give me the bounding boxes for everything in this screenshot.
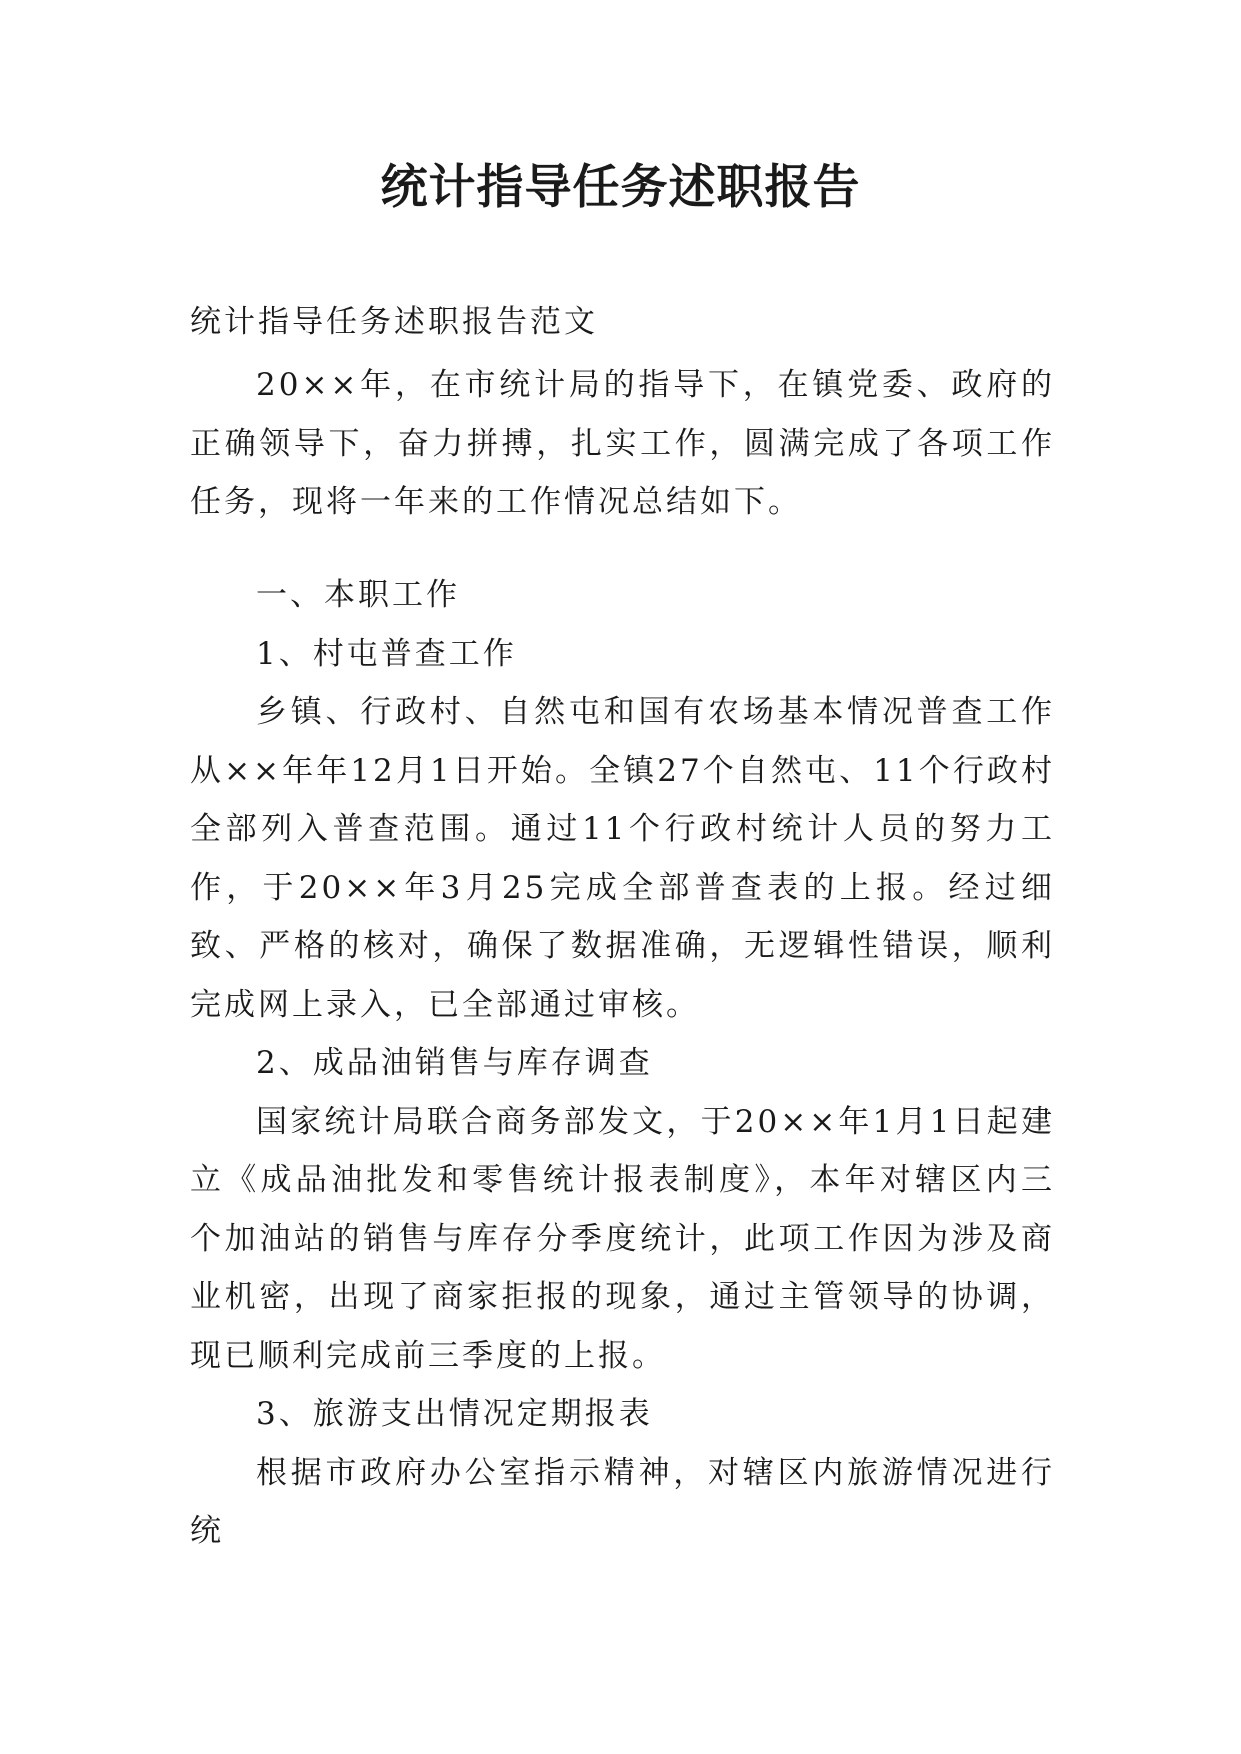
intro-paragraph: 20××年，在市统计局的指导下，在镇党委、政府的正确领导下，奋力拼搏，扎实工作，圆满完成了各项工作任务，现将一年来的工作情况总结如下。 (190, 367, 1055, 520)
section-heading: 一、本职工作 (256, 577, 460, 613)
item-2-heading: 2、成品油销售与库存调查 (256, 1045, 653, 1081)
document-subtitle: 统计指导任务述职报告范文 (190, 304, 598, 340)
item-1-heading: 1、村屯普查工作 (256, 635, 517, 672)
item-1-paragraph: 乡镇、行政村、自然屯和国有农场基本情况普查工作从××年年12月1日开始。全镇27个自然屯、11个行政村全部列入普查范围。通过11个行政村统计人员的努力工作，于20××年3月25完成全部普查表的上报。经过细致、严格的核对，确保了数据准确，无逻辑性错误，顺利完成网上录入，已全部通过审核。 (190, 694, 1055, 1023)
document-title: 统计指导任务述职报告 (380, 160, 861, 215)
item-2-paragraph: 国家统计局联合商务部发文，于20××年1月1日起建立《成品油批发和零售统计报表制度》，本年对辖区内三个加油站的销售与库存分季度统计，此项工作因为涉及商业机密，出现了商家拒报的现象，通过主管领导的协调，现已顺利完成前三季度的上报。 (190, 1103, 1055, 1374)
section-1 (190, 566, 1055, 1561)
intro-block (190, 356, 1055, 532)
item-3-paragraph: 根据市政府办公室指示精神，对辖区内旅游情况进行统 (190, 1454, 1055, 1549)
item-3-heading: 3、旅游支出情况定期报表 (256, 1396, 653, 1432)
